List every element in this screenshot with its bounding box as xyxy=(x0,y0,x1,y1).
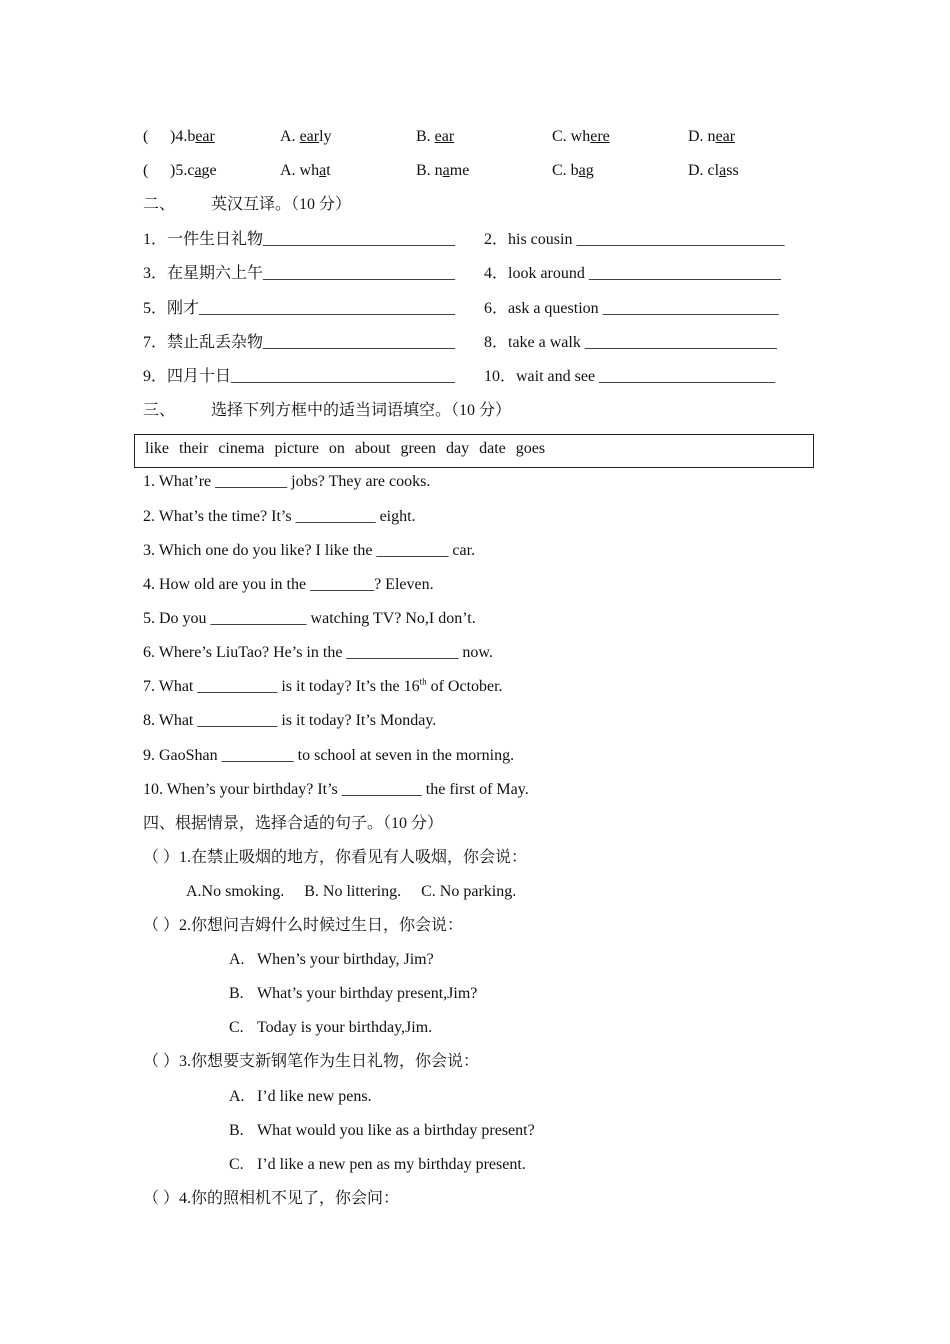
fill-blank-item xyxy=(0,539,950,563)
section-number: 二、 xyxy=(143,196,176,213)
translation-row xyxy=(0,228,950,252)
question-word: )5.cage xyxy=(170,162,217,179)
section-title: 四、根据情景，选择合适的句子。（10 分） xyxy=(143,815,444,832)
answer-paren-open: ( xyxy=(143,162,149,179)
question-text: （ ）3.你想要支新钢笔作为生日礼物，你会说： xyxy=(143,1053,480,1070)
section-4-heading xyxy=(0,812,950,836)
translation-item: 10．wait and see ______________________ xyxy=(484,368,776,385)
option-row xyxy=(0,1085,950,1109)
translation-row xyxy=(0,365,950,389)
situation-question xyxy=(0,1050,950,1074)
fill-blank-item xyxy=(0,744,950,768)
option-c: C. bag xyxy=(552,162,594,179)
translation-item: 7．禁止乱丢杂物________________________ xyxy=(143,334,456,351)
option-label: B. xyxy=(229,1122,244,1139)
answer-paren-open: ( xyxy=(143,128,149,145)
fill-blank-item xyxy=(0,778,950,802)
fill-blank-item xyxy=(0,573,950,597)
phonics-row-5 xyxy=(0,159,950,183)
option-row xyxy=(0,948,950,972)
option-c: C. where xyxy=(552,128,610,145)
question-word: )4.bear xyxy=(170,128,215,145)
option-row xyxy=(0,982,950,1006)
fill-blank-item xyxy=(0,505,950,529)
translation-item: 4．look around ________________________ xyxy=(484,265,781,282)
sentence: 1. What’re _________ jobs? They are cooks. xyxy=(143,473,431,490)
fill-blank-item xyxy=(0,470,950,494)
translation-item: 3．在星期六上午________________________ xyxy=(143,265,456,282)
translation-item: 5．刚才________________________________ xyxy=(143,300,456,317)
option-a: A. what xyxy=(280,162,331,179)
question-text: （ ）2.你想问吉姆什么时候过生日，你会说： xyxy=(143,917,464,934)
word-bank: like their cinema picture on about green day date goes xyxy=(145,440,546,457)
sentence: 5. Do you ____________ watching TV? No,I don’t. xyxy=(143,610,476,627)
option-b: B. ear xyxy=(416,128,455,145)
situation-question xyxy=(0,846,950,870)
option-text: I’d like a new pen as my birthday present. xyxy=(257,1156,526,1173)
sentence: 8. What __________ is it today? It’s Monday. xyxy=(143,712,437,729)
option-label: C. xyxy=(229,1156,244,1173)
option-d: D. class xyxy=(688,162,739,179)
translation-item: 9．四月十日____________________________ xyxy=(143,368,456,385)
option-row xyxy=(0,1119,950,1143)
option-label: A. xyxy=(229,1088,245,1105)
translation-row xyxy=(0,297,950,321)
translation-row xyxy=(0,262,950,286)
word-box xyxy=(134,434,814,468)
fill-blank-item xyxy=(0,675,950,699)
sentence: 6. Where’s LiuTao? He’s in the ______________ now. xyxy=(143,644,493,661)
question-text: （ ）1.在禁止吸烟的地方，你看见有人吸烟，你会说： xyxy=(143,849,528,866)
option-d: D. near xyxy=(688,128,736,145)
option-label: C. xyxy=(229,1019,244,1036)
situation-question xyxy=(0,914,950,938)
translation-row xyxy=(0,331,950,355)
fill-blank-item xyxy=(0,641,950,665)
section-2-heading xyxy=(0,193,950,217)
sentence: 9. GaoShan _________ to school at seven in the morning. xyxy=(143,747,515,764)
translation-item: 2．his cousin __________________________ xyxy=(484,231,785,248)
section-3-heading xyxy=(0,399,950,423)
translation-item: 6．ask a question ______________________ xyxy=(484,300,779,317)
sentence: 2. What’s the time? It’s __________ eight. xyxy=(143,508,416,525)
phonics-row-4 xyxy=(0,125,950,149)
sentence: 4. How old are you in the ________? Eleven. xyxy=(143,576,434,593)
option-a: A. early xyxy=(280,128,332,145)
sentence: 3. Which one do you like? I like the _________ car. xyxy=(143,542,476,559)
option-text: Today is your birthday,Jim. xyxy=(257,1019,433,1036)
section-title: 英汉互译。（10 分） xyxy=(211,196,352,213)
option-b: B. name xyxy=(416,162,470,179)
translation-item: 1．一件生日礼物________________________ xyxy=(143,231,456,248)
option-text: When’s your birthday, Jim? xyxy=(257,951,434,968)
sentence: 10. When’s your birthday? It’s __________ the first of May. xyxy=(143,781,529,798)
option-text: I’d like new pens. xyxy=(257,1088,372,1105)
option-text: What would you like as a birthday present? xyxy=(257,1122,535,1139)
section-number: 三、 xyxy=(143,402,176,419)
option-text: What’s your birthday present,Jim? xyxy=(257,985,478,1002)
options-text: A.No smoking. B. No littering. C. No parking. xyxy=(186,883,517,900)
sentence: 7. What __________ is it today? It’s the 16th of October. xyxy=(143,676,503,695)
option-label: A. xyxy=(229,951,245,968)
situation-question xyxy=(0,1187,950,1211)
option-row xyxy=(0,1016,950,1040)
section-title: 选择下列方框中的适当词语填空。（10 分） xyxy=(211,402,512,419)
option-label: B. xyxy=(229,985,244,1002)
situation-options xyxy=(0,880,950,904)
question-text: （ ）4.你的照相机不见了，你会问： xyxy=(143,1190,400,1207)
translation-item: 8．take a walk ________________________ xyxy=(484,334,777,351)
fill-blank-item xyxy=(0,709,950,733)
fill-blank-item xyxy=(0,607,950,631)
option-row xyxy=(0,1153,950,1177)
